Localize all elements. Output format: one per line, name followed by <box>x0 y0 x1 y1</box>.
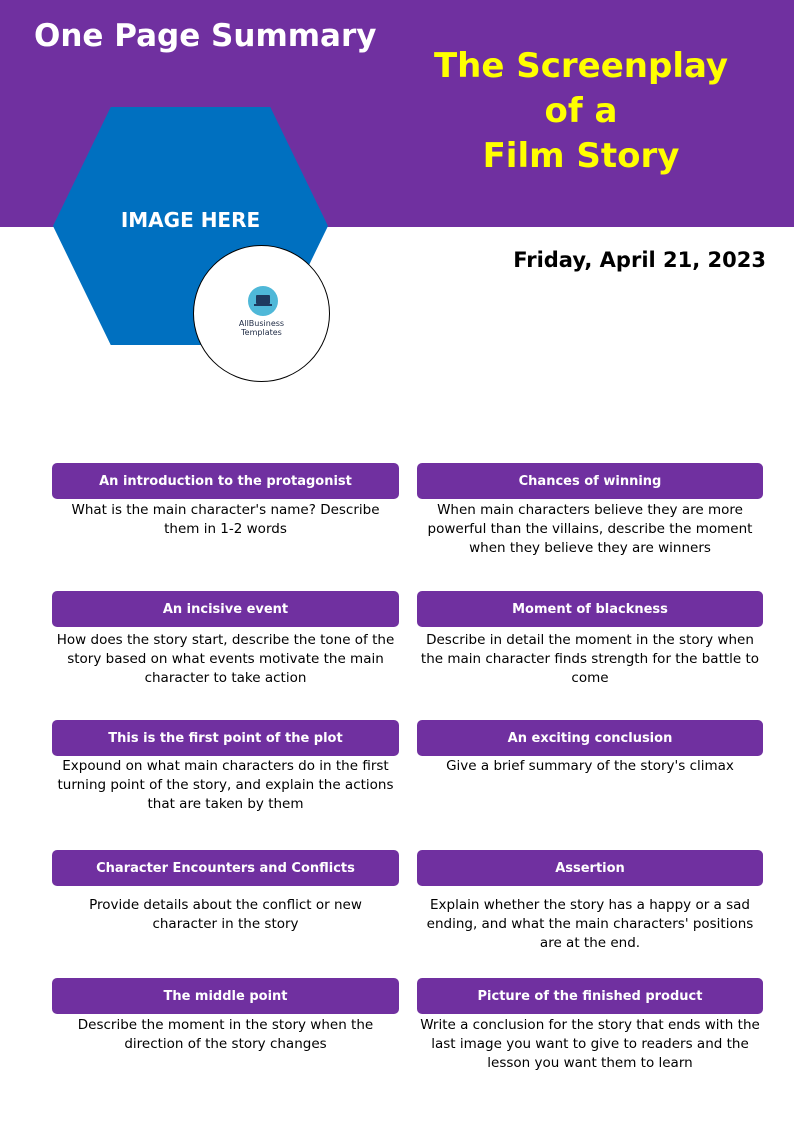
section-header: This is the first point of the plot <box>52 720 399 756</box>
section-header: An exciting conclusion <box>417 720 763 756</box>
logo-line: Templates <box>241 328 282 337</box>
section-body: What is the main character's name? Describe them in 1-2 words <box>71 502 380 537</box>
title-line: The Screenplay <box>433 46 729 86</box>
section-header: An incisive event <box>52 591 399 627</box>
section-header: An introduction to the protagonist <box>52 463 399 499</box>
section-body: When main characters believe they are more powerful than the villains, describe the moment when they believe they are winners <box>427 502 753 556</box>
section-header: Character Encounters and Conflicts <box>52 850 399 886</box>
title-line: Film Story <box>482 136 680 176</box>
laptop-icon <box>248 286 278 316</box>
logo-badge <box>193 245 330 382</box>
section-body: Give a brief summary of the story's climax <box>446 758 734 774</box>
section-header: Chances of winning <box>417 463 763 499</box>
image-placeholder-label: IMAGE HERE <box>120 208 261 232</box>
section-header: Moment of blackness <box>417 591 763 627</box>
section-body: Provide details about the conflict or new character in the story <box>89 897 362 932</box>
document-title <box>400 44 762 179</box>
logo-line: AllBusiness <box>238 319 285 328</box>
title-line: of a <box>544 91 618 131</box>
section-header: Assertion <box>417 850 763 886</box>
section-header: Picture of the finished product <box>417 978 763 1014</box>
section-body: Write a conclusion for the story that ends with the last image you want to give to readers and the lesson you want them to learn <box>420 1017 760 1071</box>
summary-title: One Page Summary <box>34 18 377 54</box>
document-date: Friday, April 21, 2023 <box>513 248 766 272</box>
section-body: Expound on what main characters do in the first turning point of the story, and explain the actions that are taken by them <box>57 758 394 812</box>
logo-text <box>194 319 329 337</box>
section-body: Explain whether the story has a happy or a sad ending, and what the main characters' positions are at the end. <box>426 897 754 951</box>
section-body: Describe the moment in the story when the direction of the story changes <box>77 1017 374 1052</box>
section-body: Describe in detail the moment in the story when the main character finds strength for the battle to come <box>420 632 760 686</box>
section-body: How does the story start, describe the tone of the story based on what events motivate the main character to take action <box>56 632 395 686</box>
section-header: The middle point <box>52 978 399 1014</box>
